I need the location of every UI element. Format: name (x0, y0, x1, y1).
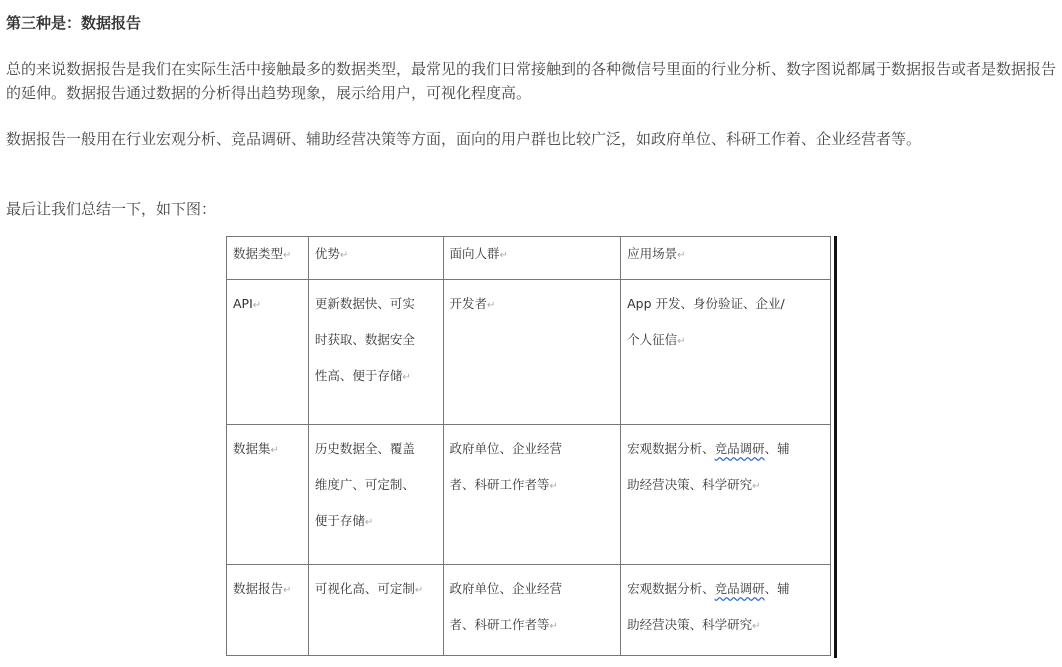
cell-advantage (308, 425, 443, 565)
summary-table-wrapper (226, 236, 837, 658)
table-row-dataset (227, 425, 831, 565)
cell-line: 者、科研工作者等↵ (449, 617, 558, 632)
cell-line: 者、科研工作者等↵ (449, 477, 558, 492)
cell-line: 更新数据快、可实 (314, 296, 415, 311)
cell-line: 开发者↵ (449, 296, 496, 311)
section-heading: 第三种是：数据报告 (6, 14, 142, 32)
cell-line: 宏观数据分析、竞品调研、辅 (627, 441, 790, 456)
cell-line: 个人征信↵ (627, 332, 686, 347)
header-cell-scenario: 应用场景↵ (621, 237, 831, 280)
cell-scenario (621, 280, 831, 425)
cell-audience (443, 280, 621, 425)
cell-line: 便于存储↵ (314, 513, 374, 528)
cell-data-type (227, 425, 309, 565)
table-row-api (227, 280, 831, 425)
header-cell-advantage: 优势↵ (308, 237, 443, 280)
paragraph-3: 最后让我们总结一下，如下图： (6, 200, 217, 218)
summary-table (226, 236, 831, 656)
cell-line: API↵ (233, 296, 262, 311)
cell-line: 政府单位、企业经营 (449, 441, 563, 456)
cell-line: 政府单位、企业经营 (449, 581, 563, 596)
cell-line: 数据报告↵ (233, 581, 292, 596)
cell-line: 时获取、数据安全 (314, 332, 415, 347)
header-cell-audience: 面向人群↵ (443, 237, 621, 280)
cell-scenario (621, 425, 831, 565)
paragraph-1: 总的来说数据报告是我们在实际生活中接触最多的数据类型，最常见的我们日常接触到的各种微信号里面的行业分析、数字图说都属于数据报告或者是数据报告的延伸。数据报告通过数据的分析得出趋势现象，展示给用户，可视化程度高。 (6, 60, 1057, 102)
cell-scenario (621, 565, 831, 656)
paragraph-2: 数据报告一般用在行业宏观分析、竞品调研、辅助经营决策等方面，面向的用户群也比较广泛，如政府单位、科研工作着、企业经营者等。 (6, 130, 922, 148)
cell-advantage (308, 280, 443, 425)
cell-line: 数据集↵ (233, 441, 279, 456)
cell-line: 性高、便于存储↵ (314, 368, 411, 383)
header-cell-type: 数据类型↵ (227, 237, 309, 280)
table-header-row (227, 237, 831, 280)
cell-advantage (308, 565, 443, 656)
cell-line: 助经营决策、科学研究↵ (627, 477, 761, 492)
cell-line: App 开发、身份验证、企业/ (627, 296, 785, 311)
cell-line: 历史数据全、覆盖 (314, 441, 415, 456)
cell-line: 维度广、可定制、 (314, 477, 415, 492)
cell-line: 宏观数据分析、竞品调研、辅 (627, 581, 790, 596)
cell-data-type (227, 280, 309, 425)
cell-audience (443, 425, 621, 565)
cell-data-type (227, 565, 309, 656)
cell-line: 可视化高、可定制↵ (314, 581, 424, 596)
cell-audience (443, 565, 621, 656)
table-row-report (227, 565, 831, 656)
cell-line: 助经营决策、科学研究↵ (627, 617, 761, 632)
